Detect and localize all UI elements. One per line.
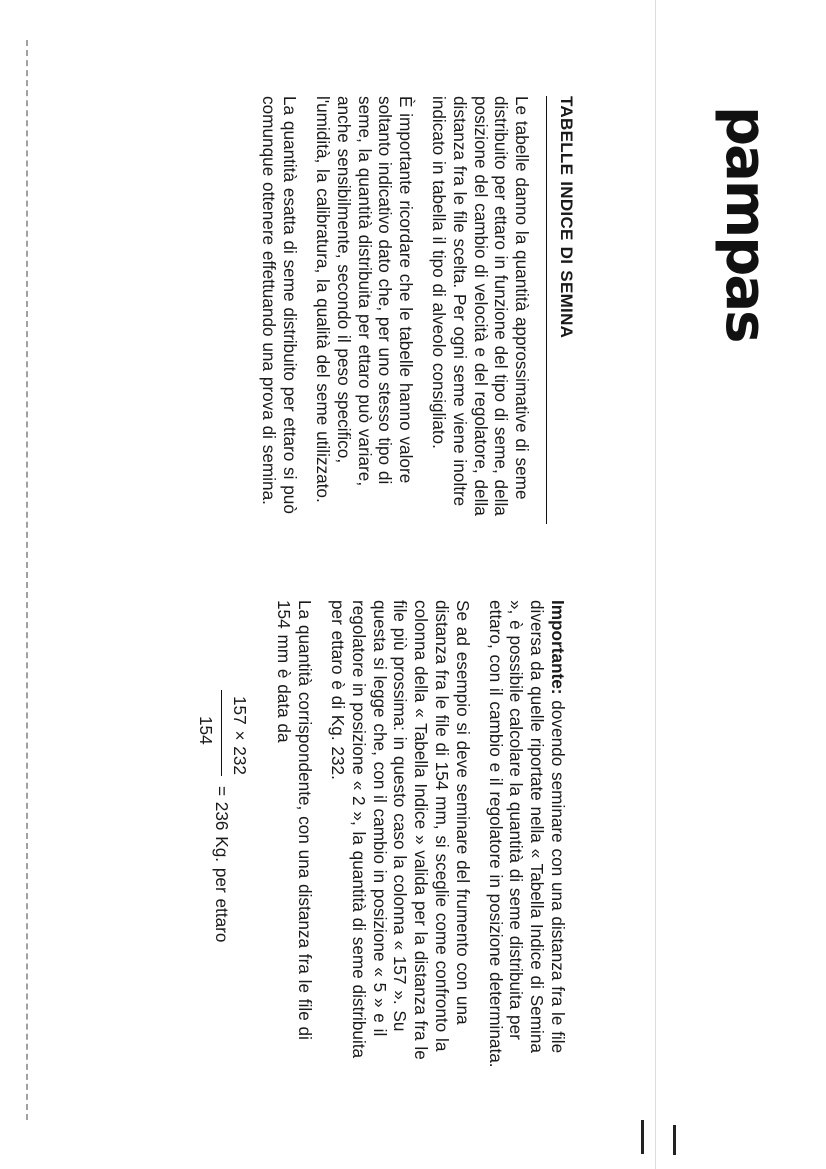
registration-mark bbox=[641, 1120, 644, 1154]
fraction-bar bbox=[221, 690, 222, 776]
formula bbox=[196, 600, 260, 1070]
section-heading: TABELLE INDICE DI SEMINA bbox=[546, 96, 576, 524]
scan-edge-line bbox=[655, 0, 656, 1169]
formula-denominator: 154 bbox=[195, 716, 216, 745]
registration-mark bbox=[673, 1125, 676, 1155]
formula-result: = 236 Kg. per ettaro bbox=[211, 786, 232, 943]
paragraph: Le tabelle danno la quantità approssimative di seme distribuito per ettaro in funzione del tipo di seme, della posizione del cambio di velocità e del regolatore, della distanza fra le file scelta. Per ogni seme viene inoltre indicato in tabella il tipo di alveolo consigliato. bbox=[429, 96, 533, 516]
scan-artifact-line bbox=[26, 40, 28, 1120]
important-note bbox=[485, 600, 568, 1070]
important-label: Importante: bbox=[548, 600, 568, 695]
example-paragraph: Se ad esempio si deve seminare del frumento con una distanza fra le file di 154 mm, si sceglie come confronto la colonna della « Tabella Indice » valida per la distanza fra le file più prossima: in questo caso la colonna « 157 ». Su questa si legge che, con il cambio in posizione « 5 » e il regolatore in posizione « 2 », la quantità di seme distribuita per ettaro è di Kg. 232. bbox=[328, 600, 473, 1060]
right-column bbox=[196, 600, 568, 1070]
brand-logo: pampas bbox=[713, 106, 778, 342]
result-paragraph: La quantità corrispondente, con una distanza fra le file di 154 mm è data da bbox=[274, 600, 316, 1040]
paragraph: La quantità esatta di seme distribuito per ettaro si può comunque ottenere effettuando una prova di semina. bbox=[259, 96, 301, 514]
paragraph: È importante ricordare che le tabelle hanno valore soltanto indicativo dato che, per uno stesso tipo di seme, la quantità distribuita per ettaro può variare, anche sensibilmente, secondo il peso specifico, l'umidità, la calibratura, la qualità del seme utilizzato. bbox=[313, 96, 417, 503]
formula-numerator: 157 × 232 bbox=[229, 696, 250, 775]
important-text: dovendo seminare con una distanza fra le file diversa da quelle riportate nella « Tabella Indice di Semina », è possibile calcolare la quantità di seme distribuita per ettaro, con il cambio e il regolatore in posizione determinata. bbox=[485, 600, 568, 1068]
left-column bbox=[247, 96, 576, 524]
